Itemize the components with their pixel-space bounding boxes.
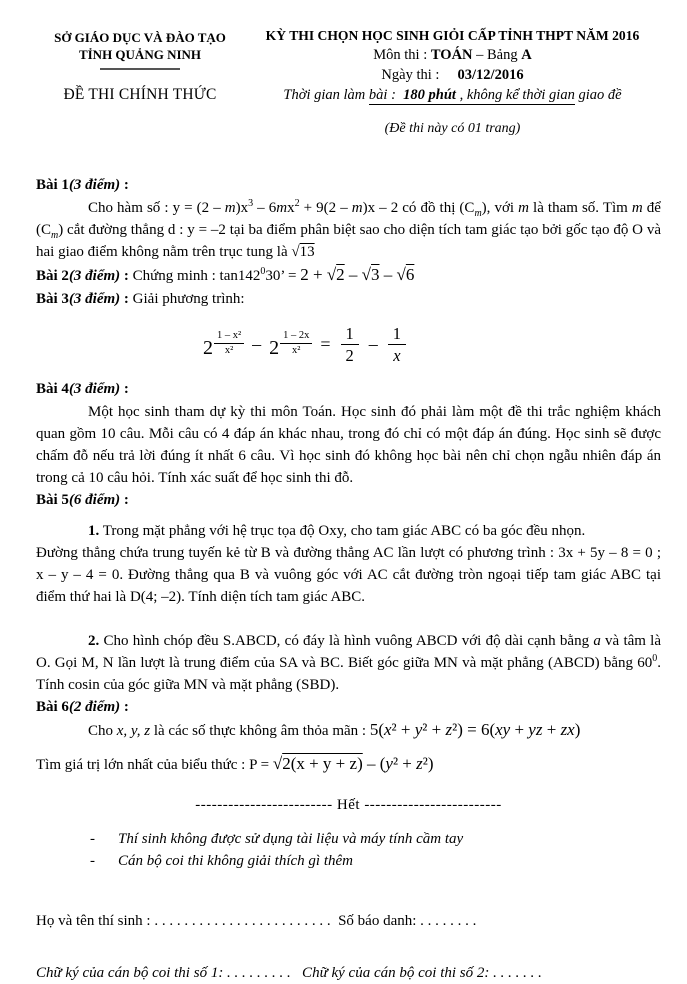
proctor-signature-line [36,962,661,984]
board-value: A [521,47,532,63]
text-run: và tâm là O. Gọi M, N lần lượt là trung điểm của SA và BC. Biết góc giữa MN và mặt phẳng (ABCD) bằng 60 [36,633,661,671]
text-run: Bài 2 [36,268,69,284]
text-run: – ( [362,754,386,773]
text-run: Bài 1 [36,177,69,193]
text-run: - [90,853,95,869]
text-run: Đường thẳng chứa trung tuyến kẻ từ B và đường thẳng AC lần lượt có phương trình : 3x + 5y – 8 = 0 ; x – y – 4 = 0. Đường thẳng qua B và vuông góc với AC cắt đường tròn ngoại tiếp tam giác ABC tại điểm thứ hai là D(4; –2). Tính diện tích tam giác ABC. [36,545,661,605]
equation-base-2: 2 [269,337,280,360]
note-no-explanation [36,850,661,872]
text-run: Giải phương trình: [132,291,245,307]
text-run: m [631,200,643,216]
document-header [36,26,661,137]
minus-operator: – [368,334,378,355]
text-run: Bài 4 [36,381,69,397]
text-run: Một học sinh tham dự kỳ thi môn Toán. Học sinh đó phải làm một đề thi trắc nghiệm khách quan gồm 10 câu. Mỗi câu có 4 đáp án khác nhau, trong đó chỉ có một đáp án đúng. Học sinh sẽ được chấm đỗ nếu trả lời đúng ít nhất 6 câu. Vì học sinh đó không học bài nên chỉ chọn ngẫu nhiên đáp án trong cả 10 câu hỏi. Tính xác suất để học sinh thi đỗ. [36,404,661,486]
text-run: ² + [422,720,446,739]
duration-tail: giao đề [574,87,622,103]
text-run: : [120,492,129,508]
date-value: 03/12/2016 [457,67,524,83]
text-run: Chứng minh : tan142 [128,268,261,284]
text-run: - [90,831,95,847]
text-run: 2 + [300,265,327,284]
bai-6-condition [36,719,661,742]
text-run: m [351,200,363,216]
text-run: để (C [36,200,661,238]
radicand: 2(x + y + z) [282,754,363,773]
exponent-2-numerator: 1 – 2x [280,329,312,344]
text-run: – [344,265,362,284]
radicand: 3 [371,265,380,284]
text-run: ²) [422,754,434,773]
text-run: là các số thực không âm thỏa mãn : [150,723,370,739]
subject-value: TOÁN [430,47,473,63]
text-run: 1. [88,523,100,539]
radical-expression: √3 [361,265,380,284]
bai-6-heading [36,696,661,719]
fraction-numerator: 1 [388,323,406,345]
text-run: (3 điểm) [68,381,121,397]
text-run: (6 điểm) [68,492,121,508]
bai-1-heading [36,174,661,197]
text-run: : [120,381,129,397]
text-run: y [414,720,423,739]
text-run: + [542,720,561,739]
problems-part-2 [36,378,661,984]
date-label: Ngày thi : [381,67,458,83]
note-no-materials [36,828,661,850]
bai-1-text [36,197,661,263]
bai-5-part-1-intro [36,520,661,542]
exponent-1-denominator: x² [224,345,234,357]
text-run: (2 điểm) [68,699,121,715]
bai-2-line [36,263,661,288]
text-run: 2. [88,633,100,649]
fraction-denominator: 2 [345,346,354,365]
exam-body [36,174,661,984]
bai-6-question [36,751,661,778]
text-run: ), với [481,200,519,216]
text-run: + [510,720,529,739]
text-run: Bài 6 [36,699,69,715]
date-line [244,65,661,85]
text-run: ------------------------- Hết ------------------------- [195,797,502,813]
text-run: Bài 3 [36,291,69,307]
text-run: )x – 2 có đồ thị (C [362,200,475,216]
radicand: 6 [405,265,415,284]
text-run: y [385,754,393,773]
fraction-denominator: x [393,346,401,365]
bai-5-heading [36,489,661,512]
text-run: m [51,230,59,241]
text-run: Tìm giá trị lớn nhất của biểu thức : P = [36,757,273,773]
text-run: 30’ = [265,268,301,284]
duration-value: 180 phút [403,87,456,103]
duration-underlined [369,87,575,105]
text-run: ² + [392,754,417,773]
text-run: x [287,200,295,216]
fraction-one-half [341,323,359,366]
board-label: – Bảng [472,47,522,63]
equation-bai-3 [36,317,575,374]
text-run: 0 [652,653,658,664]
text-run: (3 điểm) [68,291,121,307]
text-run: . Tính cosin của góc giữa MN và mặt phẳng (SBD). [36,655,661,693]
issuer-block [36,26,244,137]
exam-title: KỲ THI CHỌN HỌC SINH GIỎI CẤP TỈNH THPT NĂM 2016 [265,28,640,43]
text-run: ²) = 6( [452,720,496,739]
duration-prefix: Thời gian làm [283,87,369,103]
text-run: (3 điểm) [68,177,121,193]
duration-label: bài : [368,87,404,103]
text-run: ² + [391,720,415,739]
text-run: 2 [294,198,300,209]
text-run: Cho hàm số : y = (2 – [88,200,225,216]
exam-type-label: ĐỀ THI CHÍNH THỨC [63,86,217,103]
text-run: 0 [260,266,266,277]
bai-5-part-1-text [36,542,661,608]
text-run: ) [574,720,581,739]
bai-4-text [36,401,661,489]
text-run: Chữ ký của cán bộ coi thi số 1: . . . . . . . . . Chữ ký của cán bộ coi thi số 2: . . . . . . . [36,965,542,981]
text-run: m [518,200,529,216]
subject-line [244,45,661,65]
exponent-2-denominator: x² [292,345,301,357]
text-run: Thí sinh không được sử dụng tài liệu và máy tính cầm tay [118,831,464,847]
exam-title-block [244,26,661,137]
radicand: 13 [299,244,315,260]
equation-exponent-2 [280,329,312,358]
text-run: xy [495,720,511,739]
text-run: m [224,200,236,216]
problems-part-1 [36,174,661,311]
text-run: (3 điểm) [68,268,121,284]
text-run: – [379,265,397,284]
text-run: 3 [248,198,254,209]
text-run: : [120,291,133,307]
text-run: là tham số. Tìm [528,200,632,216]
text-run: Họ và tên thí sinh : . . . . . . . . . . . . . . . . . . . . . . . . Số báo danh: . . . . . . . . [36,913,477,929]
radical-expression: √2(x + y + z) [272,754,363,773]
equation-base-1: 2 [202,337,213,360]
bai-5-part-2-text [36,630,661,696]
text-run: : [120,177,129,193]
equation-exponent-1 [214,329,244,358]
bai-4-heading [36,378,661,401]
text-run: : [120,699,129,715]
issuer-divider [100,68,180,70]
fraction-numerator: 1 [341,323,359,345]
text-run: x [384,720,392,739]
text-run: Trong mặt phẳng với hệ trục tọa độ Oxy, cho tam giác ABC có ba góc đều nhọn. [99,523,586,539]
issuer-line1: SỞ GIÁO DỤC VÀ ĐÀO TẠO [54,30,226,45]
candidate-name-line [36,910,661,932]
equals-operator: = [320,334,331,355]
radicand: 2 [336,265,345,284]
end-divider [36,794,661,816]
exponent-1-numerator: 1 – x² [214,329,244,344]
subject-label: Môn thi : [373,47,431,63]
issuer-line2: TỈNH QUẢNG NINH [78,47,202,62]
page-count-note: (Đề thi này có 01 trang) [384,121,521,136]
minus-operator: – [252,334,262,355]
radical-expression: √6 [396,265,415,284]
text-run: zx [560,720,575,739]
text-run: z [445,720,453,739]
text-run: yz [528,720,543,739]
text-run: z [416,754,423,773]
text-run: + 9(2 – [299,200,352,216]
text-run: ) cắt đường thẳng d : y = –2 tại ba điểm phân biệt sao cho diện tích tam giác tạo bởi gốc tạo độ O và hai giao điểm không nằm trên trục tung là [36,222,661,260]
text-run: m [276,200,288,216]
bai-3-heading [36,288,661,311]
duration-suffix: , không kể thời gian [455,87,575,103]
text-run: – 6 [253,200,277,216]
text-run: : [120,268,129,284]
text-run: Cán bộ coi thi không giải thích gì thêm [118,853,353,869]
text-run: )x [235,200,249,216]
text-run: Bài 5 [36,492,69,508]
fraction-one-over-x [388,323,406,366]
text-run: 5( [369,720,384,739]
radical-expression: √2 [326,265,345,284]
radical-expression: √13 [291,244,315,260]
text-run: a [593,633,601,649]
text-run: x, y, z [116,723,151,739]
text-run: Cho [88,723,117,739]
text-run: m [474,208,482,219]
duration-line [244,85,661,106]
text-run: Cho hình chóp đều S.ABCD, có đáy là hình vuông ABCD với độ dài cạnh bằng [99,633,594,649]
